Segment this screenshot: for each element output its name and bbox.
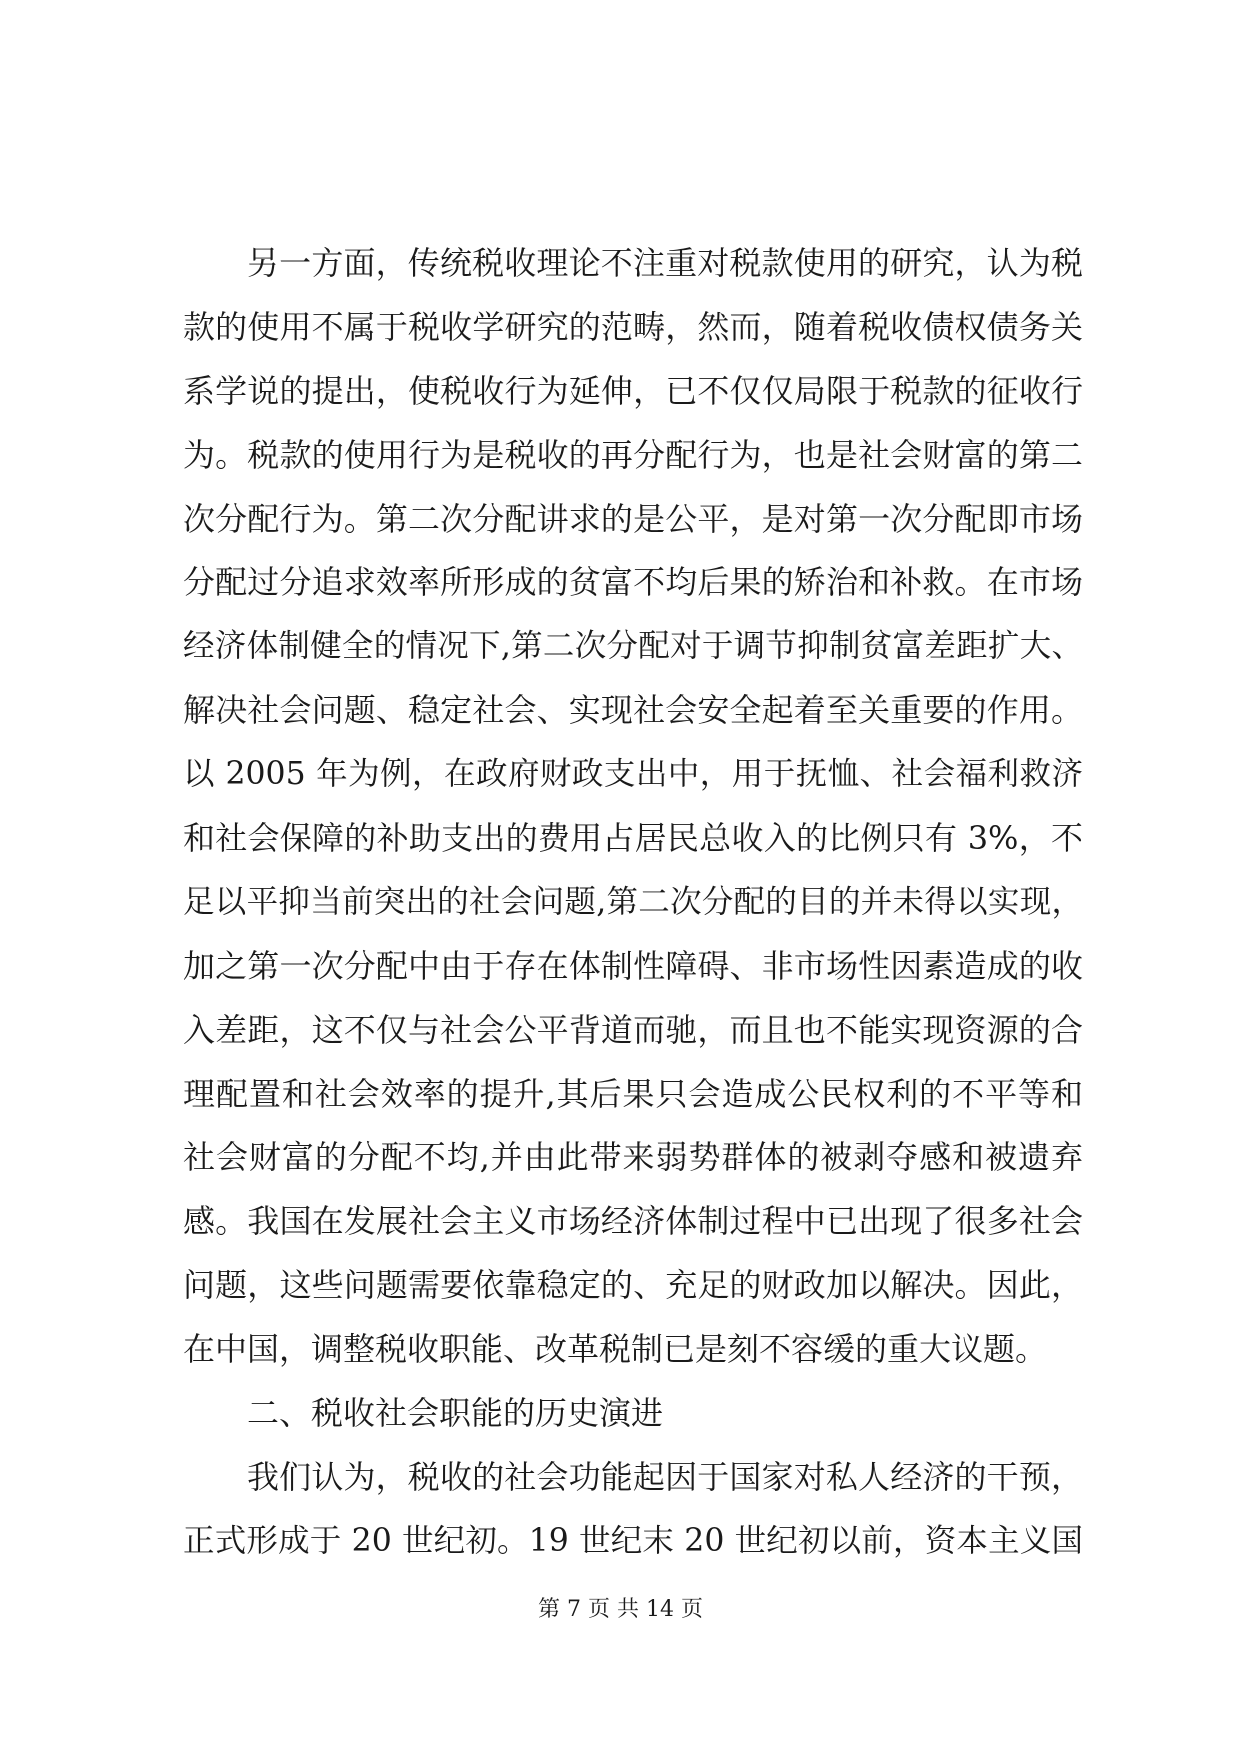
page-number-footer: 第 7 页 共 14 页 [538, 1597, 703, 1622]
section-heading: 二、税收社会职能的历史演进 [247, 1394, 664, 1433]
text-line: 以 2005 年为例，在政府财政支出中，用于抚恤、社会福利救济 [183, 756, 1083, 793]
text-line: 另一方面，传统税收理论不注重对税款使用的研究，认为税 [247, 244, 1083, 282]
text-line: 问题，这些问题需要依靠稳定的、充足的财政加以解决。因此， [183, 1266, 1083, 1305]
text-line: 次分配行为。第二次分配讲求的是公平，是对第一次分配即市场 [183, 499, 1083, 538]
text-line: 感。我国在发展社会主义市场经济体制过程中已出现了很多社会 [183, 1202, 1083, 1241]
text-line: 经济体制健全的情况下,第二次分配对于调节抑制贫富差距扩大、 [183, 628, 1083, 665]
text-line: 我们认为，税收的社会功能起因于国家对私人经济的干预， [247, 1457, 1083, 1496]
text-line: 款的使用不属于税收学研究的范畴，然而，随着税收债权债务关 [183, 307, 1083, 346]
text-line: 加之第一次分配中由于存在体制性障碍、非市场性因素造成的收 [183, 946, 1083, 985]
text-line: 正式形成于 20 世纪初。19 世纪末 20 世纪初以前，资本主义国 [183, 1522, 1083, 1559]
text-line: 为。税款的使用行为是税收的再分配行为，也是社会财富的第二 [183, 435, 1083, 474]
text-line: 社会财富的分配不均,并由此带来弱势群体的被剥夺感和被遗弃 [183, 1138, 1083, 1177]
text-line: 和社会保障的补助支出的费用占居民总收入的比例只有 3%，不 [183, 819, 1083, 858]
text-line: 系学说的提出，使税收行为延伸，已不仅仅局限于税款的征收行 [183, 371, 1083, 410]
text-line: 在中国，调整税收职能、改革税制已是刻不容缓的重大议题。 [183, 1330, 1048, 1369]
text-line: 分配过分追求效率所形成的贫富不均后果的矫治和补救。在市场 [183, 563, 1083, 602]
text-line: 入差距，这不仅与社会公平背道而驰，而且也不能实现资源的合 [183, 1010, 1083, 1049]
document-body [183, 232, 1083, 1574]
text-line: 解决社会问题、稳定社会、实现社会安全起着至关重要的作用。 [183, 691, 1083, 730]
text-line: 理配置和社会效率的提升,其后果只会造成公民权利的不平等和 [183, 1074, 1083, 1113]
text-line: 足以平抑当前突出的社会问题,第二次分配的目的并未得以实现， [183, 883, 1083, 920]
